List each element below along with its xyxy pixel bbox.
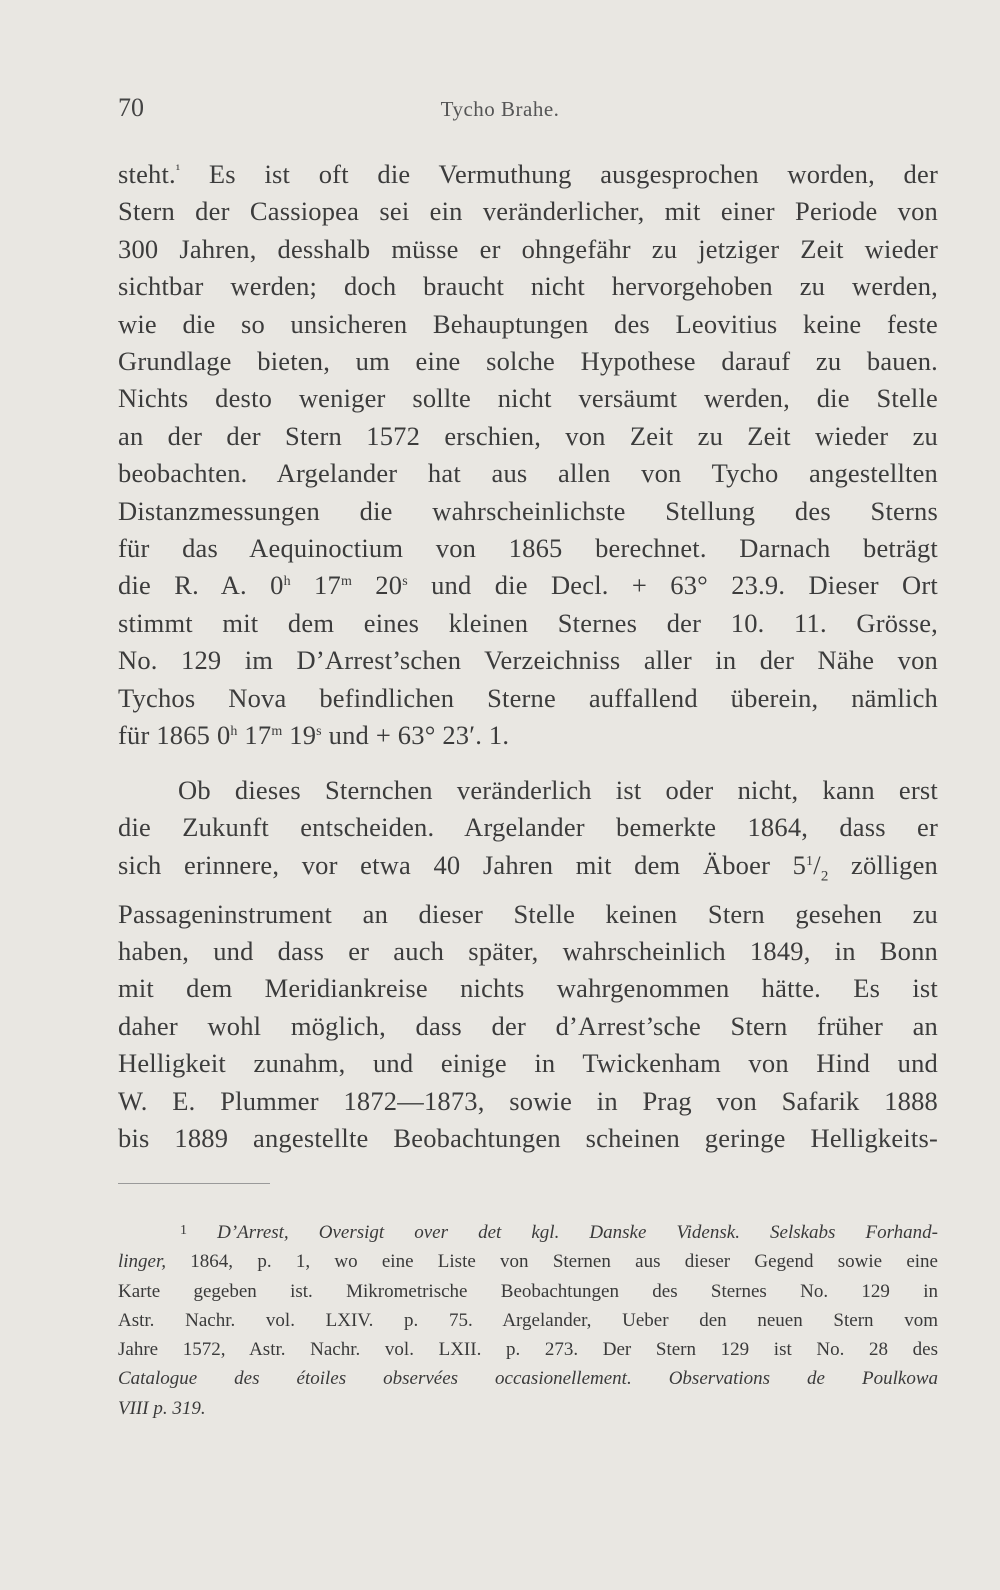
text-line: Stern der Cassiopea sei ein veränderlicher, mit einer Periode von (118, 196, 938, 227)
text-line: mit dem Meridiankreise nichts wahrgenommen hätte. Es ist (118, 973, 938, 1004)
text-line: No. 129 im D’Arrest’schen Verzeichniss aller in der Nähe von (118, 645, 938, 676)
text-line: Helligkeit zunahm, und einige in Twickenham von Hind und (118, 1048, 938, 1079)
text-line: die Zukunft entscheiden. Argelander bemerkte 1864, dass er (118, 812, 938, 843)
footnote-marker: 1 (180, 1223, 187, 1238)
footnote-separator (118, 1183, 270, 1184)
text-line: steht.$^{^1}$ Es ist oft die Vermuthung ausgesprochen worden, der (118, 159, 938, 189)
text-line: stimmt mit dem eines kleinen Sternes der 10. 11. Grösse, (118, 607, 938, 638)
footnote (118, 1218, 938, 1423)
page-number: 70 (118, 93, 144, 122)
paragraph-1 (118, 156, 938, 755)
text-line: sichtbar werden; doch braucht nicht hervorgehoben zu werden, (118, 271, 938, 302)
text-line: Distanzmessungen die wahrscheinlichste Stellung des Sterns (118, 495, 938, 526)
text-line: Grundlage bieten, um eine solche Hypothese darauf zu bauen. (118, 346, 938, 377)
text-line: 300 Jahren, desshalb müsse er ohngefähr zu jetziger Zeit wieder (118, 233, 938, 264)
footnote-line: linger, 1864, p. 1, wo eine Liste von Sternen aus dieser Gegend sowie eine (118, 1251, 938, 1273)
text-line: Ob dieses Sternchen veränderlich ist oder nicht, kann erst (178, 775, 938, 805)
text-line: für 1865 0$^h$ 17$^m$ 19$^s$ und + 63° 23′. 1. (118, 720, 510, 751)
text-line: Tychos Nova befindlichen Sterne auffallend überein, nämlich (118, 682, 938, 713)
paragraph-2 (118, 772, 938, 1157)
footnote-line: Karte gegeben ist. Mikrometrische Beobachtungen des Sternes No. 129 in (118, 1280, 938, 1302)
footnote-reference: ¹ (175, 163, 181, 178)
text-line: Passageninstrument an dieser Stelle keinen Stern gesehen zu (118, 898, 938, 929)
text-line: an der der Stern 1572 erschien, von Zeit zu Zeit wieder zu (118, 420, 938, 451)
text-line: sich erinnere, vor etwa 40 Jahren mit dem Äboer $5^1/_2$ zölligen (118, 849, 938, 885)
text-line: wie die so unsicheren Behauptungen des Leovitius keine feste (118, 308, 938, 339)
text-line: haben, und dass er auch später, wahrscheinlich 1849, in Bonn (118, 935, 938, 966)
footnote-line: VIII p. 319. (118, 1397, 206, 1419)
footnote-line: $^1$ D’Arrest, Oversigt over det kgl. Danske Vidensk. Selskabs Forhand- (180, 1222, 939, 1243)
text-line: Nichts desto weniger sollte nicht versäumt werden, die Stelle (118, 383, 938, 414)
footnote-line: Astr. Nachr. vol. LXIV. p. 75. Argelander, Ueber den neuen Stern vom (118, 1309, 938, 1331)
text-line: beobachten. Argelander hat aus allen von Tycho angestellten (118, 458, 938, 489)
text-line: für das Aequinoctium von 1865 berechnet. Darnach beträgt (118, 533, 938, 564)
text-line: W. E. Plummer 1872—1873, sowie in Prag von Safarik 1888 (118, 1085, 938, 1116)
footnote-line: Catalogue des étoiles observées occasionellement. Observations de Poulkowa (118, 1368, 938, 1390)
text-line: bis 1889 angestellte Beobachtungen scheinen geringe Helligkeits- (118, 1122, 938, 1153)
text-line: die R. A. 0$^h$ 17$^m$ 20$^s$ und die Decl. + 63° 23.9. Dieser Ort (118, 570, 938, 601)
text-line: daher wohl möglich, dass der d’Arrest’sche Stern früher an (118, 1010, 938, 1041)
running-head: Tycho Brahe. (440, 97, 560, 121)
footnote-line: Jahre 1572, Astr. Nachr. vol. LXII. p. 273. Der Stern 129 ist No. 28 des (118, 1339, 938, 1361)
